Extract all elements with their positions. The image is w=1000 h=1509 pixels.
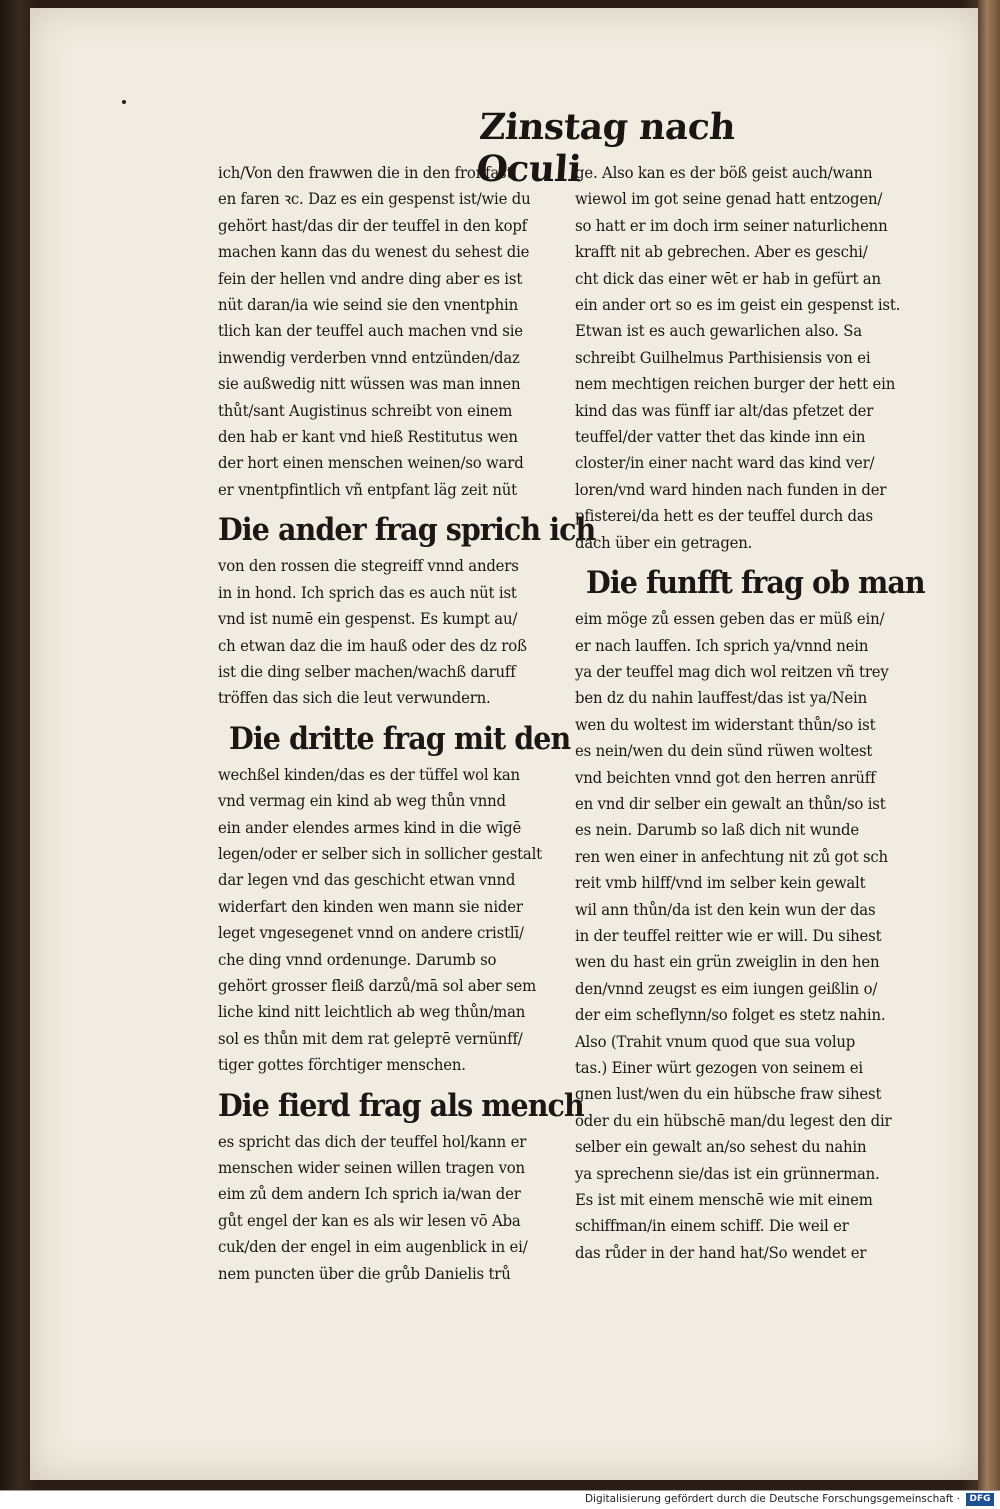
text-line: widerfart den kinden wen mann sie nider	[218, 897, 523, 916]
text-line: ya der teuffel mag dich wol reitzen vñ trey	[575, 662, 889, 681]
text-line: der eim scheflynn/so folget es stetz nahin.	[575, 1006, 886, 1025]
text-line: tröffen das sich die leut verwundern.	[218, 689, 491, 708]
text-line: tiger gottes förchtiger menschen.	[218, 1056, 466, 1075]
running-head: Zinstag nach Oculi	[475, 106, 737, 190]
text-line: eim möge zů essen geben das er müß ein/	[575, 610, 885, 629]
text-line: fein der hellen vnd andre ding aber es ist	[218, 269, 523, 288]
text-line: vnd ist numē ein gespenst. Es kumpt au/	[218, 610, 518, 629]
text-line: in der teuffel reitter wie er will. Du sihest	[575, 926, 882, 945]
heading-fifth-question: Die funfft frag ob man	[586, 565, 925, 602]
text-line: liche kind nitt leichtlich ab weg thůn/man	[218, 1003, 526, 1022]
text-line: cht dick das einer wēt er hab in gefürt an	[575, 269, 881, 288]
text-line: in in hond. Ich sprich das es auch nüt ist	[218, 583, 517, 602]
text-line: nüt daran/ia wie seind sie den vnentphin	[218, 296, 518, 315]
text-line: Also (Trahit vnum quod que sua volup	[575, 1032, 856, 1051]
text-line: nem mechtigen reichen burger der hett ein	[575, 375, 896, 394]
footer-bar	[0, 1490, 1000, 1509]
text-line: vnd beichten vnnd got den herren anrüff	[575, 768, 876, 787]
text-line: von den rossen die stegreiff vnnd anders	[218, 557, 519, 576]
text-line: wil ann thůn/da ist den kein wun der das	[575, 900, 876, 919]
text-line: inwendig verderben vnnd entzünden/daz	[218, 348, 520, 367]
text-line: ya sprechenn sie/das ist ein grünnerman.	[575, 1164, 880, 1183]
text-line: ch etwan daz die im hauß oder des dz roß	[218, 636, 527, 655]
text-line: dar legen vnd das geschicht etwan vnnd	[218, 871, 516, 890]
heading-third-question: Die dritte frag mit den	[229, 720, 571, 757]
text-line: ein ander elendes armes kind in die wīgē	[218, 818, 522, 837]
text-line: ist die ding selber machen/wachß daruff	[218, 662, 516, 681]
text-line: den/vnnd zeugst es eim iungen geißlin o/	[575, 979, 878, 998]
text-line: thůt/sant Augistinus schreibt von einem	[218, 401, 513, 420]
text-line: reit vmb hilff/vnd im selber kein gewalt	[575, 874, 866, 893]
text-line: wiewol im got seine genad hatt entzogen/	[575, 190, 883, 209]
text-line: en faren ꝛc. Daz es ein gespenst ist/wie du	[218, 190, 531, 209]
text-line: ge. Also kan es der böß geist auch/wann	[575, 164, 873, 182]
text-line: pfisterei/da hett es der teuffel durch das	[575, 507, 873, 526]
text-line: schiffman/in einem schiff. Die weil er	[575, 1217, 849, 1236]
footer-credit: Digitalisierung gefördert durch die Deutsche Forschungsgemeinschaft ·	[584, 1493, 960, 1505]
text-line: teuffel/der vatter thet das kinde inn ein	[575, 428, 866, 447]
text-line: tlich kan der teuffel auch machen vnd sie	[218, 322, 523, 341]
text-line: das růder in der hand hat/So wendet er	[575, 1243, 867, 1262]
text-line: loren/vnd ward hinden nach funden in der	[575, 480, 887, 499]
text-line: dach über ein getragen.	[575, 533, 753, 552]
text-line: leget vngesegenet vnnd on andere cristlī/	[218, 924, 524, 943]
text-line: menschen wider seinen willen tragen von	[218, 1159, 525, 1177]
text-line: den hab er kant vnd hieß Restitutus wen	[218, 428, 518, 447]
text-line: es spricht das dich der teuffel hol/kann er	[218, 1132, 527, 1151]
text-line: cuk/den der engel in eim augenblick in ei/	[218, 1238, 528, 1257]
text-line: che ding vnnd ordenunge. Darumb so	[218, 950, 497, 969]
text-line: gehört hast/das dir der teuffel in den kopf	[218, 216, 527, 235]
left-para-3	[218, 762, 573, 1079]
text-line: ich/Von den frawwen die in den fronfast	[218, 164, 513, 182]
text-line: der hort einen menschen weinen/so ward	[218, 454, 524, 473]
heading-second-question: Die ander frag sprich ich	[218, 512, 596, 549]
text-line: vnd vermag ein kind ab weg thůn vnnd	[218, 792, 506, 811]
text-line: machen kann das du wenest du sehest die	[218, 243, 530, 262]
text-line: es nein/wen du dein sünd rüwen woltest	[575, 742, 873, 761]
text-line: sie außwedig nitt wüssen was man innen	[218, 375, 521, 394]
text-line: krafft nit ab gebrechen. Aber es geschi/	[575, 243, 868, 262]
right-para-1	[575, 160, 930, 556]
text-line: wen du hast ein grün zweiglin in den hen	[575, 953, 880, 972]
text-line: ben dz du nahin lauffest/das ist ya/Nein	[575, 689, 868, 708]
right-para-2	[575, 606, 930, 1266]
book-edge	[978, 0, 1000, 1490]
text-line: er vnentpfintlich vñ entpfant läg zeit nüt	[218, 480, 517, 499]
text-line: kind das was fünff iar alt/das pfetzet der	[575, 401, 874, 420]
text-line: closter/in einer nacht ward das kind ver/	[575, 454, 875, 473]
text-line: en vnd dir selber ein gewalt an thůn/so ist	[575, 794, 886, 813]
text-line: gnen lust/wen du ein hübsche fraw sihest	[575, 1085, 882, 1104]
text-line: selber ein gewalt an/so sehest du nahin	[575, 1138, 867, 1157]
text-line: gehört grosser fleiß darzů/mā sol aber sem	[218, 976, 536, 995]
text-line: so hatt er im doch irm seiner naturlichenn	[575, 216, 888, 235]
text-line: eim zů dem andern Ich sprich ia/wan der	[218, 1185, 521, 1204]
text-line: gůt engel der kan es als wir lesen vō Aba	[218, 1211, 521, 1230]
ink-dot	[122, 100, 126, 104]
text-line: Etwan ist es auch gewarlichen also. Sa	[575, 322, 862, 341]
right-column	[575, 160, 930, 1266]
left-column	[218, 160, 596, 1287]
text-line: er nach lauffen. Ich sprich ya/vnnd nein	[575, 636, 869, 655]
text-line: Es ist mit einem menschē wie mit einem	[575, 1191, 873, 1210]
left-para-1	[218, 160, 573, 503]
text-line: schreibt Guilhelmus Parthisiensis von ei	[575, 348, 871, 367]
text-line: tas.) Einer würt gezogen von seinem ei	[575, 1059, 863, 1077]
left-para-2	[218, 553, 573, 711]
text-line: wen du woltest im widerstant thůn/so ist	[575, 715, 876, 734]
text-line: sol es thůn mit dem rat geleртē vernünff/	[218, 1029, 523, 1048]
heading-fourth-question: Die fierd frag als mench	[218, 1087, 584, 1124]
text-line: ein ander ort so es im geist ein gespenst ist.	[575, 296, 901, 315]
text-line: oder du ein hübschē man/du legest den dir	[575, 1111, 892, 1130]
dfg-logo: DFG	[966, 1493, 994, 1506]
text-line: ren wen einer in anfechtung nit zů got sch	[575, 847, 888, 866]
text-line: nem puncten über die grůb Danielis trů	[218, 1264, 511, 1283]
text-line: legen/oder er selber sich in sollicher gestalt	[218, 844, 542, 863]
left-para-4	[218, 1129, 573, 1287]
text-line: wechßel kinden/das es der tüffel wol kan	[218, 765, 520, 784]
text-line: es nein. Darumb so laß dich nit wunde	[575, 821, 859, 840]
